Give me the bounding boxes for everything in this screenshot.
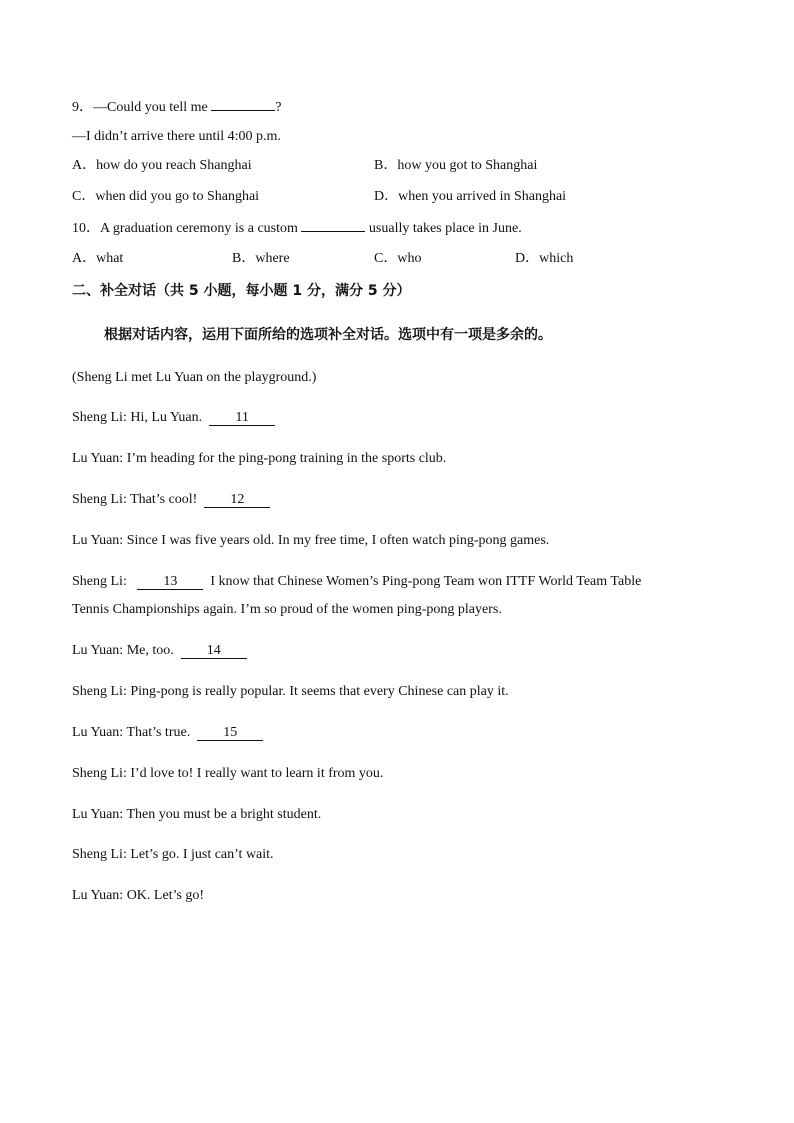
question-10-option-c: C．who xyxy=(374,251,422,266)
section-2-title: 二、补全对话（共 5 小题，每小题 1 分，满分 5 分） xyxy=(72,283,411,299)
question-9-stem xyxy=(72,98,281,117)
question-10-stem xyxy=(72,219,522,238)
dialogue-line-6 xyxy=(72,642,247,660)
dialogue-line-12: Lu Yuan: OK. Let’s go! xyxy=(72,888,205,903)
dialogue-line-5-speaker: Sheng Li: xyxy=(72,574,127,589)
section-2-instruction: 根据对话内容，运用下面所给的选项补全对话。选项中有一项是多余的。 xyxy=(104,327,552,343)
question-9-blank xyxy=(211,98,275,111)
dialogue-line-9: Sheng Li: I’d love to! I really want to learn it from you. xyxy=(72,766,384,781)
dialogue-line-1 xyxy=(72,409,275,427)
question-9-stem-text: 9．—Could you tell me xyxy=(72,100,208,115)
dialogue-line-5-continued: Tennis Championships again. I’m so proud of the women ping-pong players. xyxy=(72,602,502,617)
dialogue-line-3-text: Sheng Li: That’s cool! xyxy=(72,492,198,507)
dialogue-line-2: Lu Yuan: I’m heading for the ping-pong training in the sports club. xyxy=(72,451,447,466)
question-9-option-b: B．how you got to Shanghai xyxy=(374,158,538,173)
question-10-blank xyxy=(301,219,365,232)
dialogue-scene: (Sheng Li met Lu Yuan on the playground.) xyxy=(72,370,317,385)
dialogue-line-4: Lu Yuan: Since I was five years old. In my free time, I often watch ping-pong games. xyxy=(72,533,550,548)
blank-13: 13 xyxy=(137,574,203,590)
dialogue-line-10: Lu Yuan: Then you must be a bright student. xyxy=(72,807,322,822)
dialogue-line-3 xyxy=(72,491,270,509)
dialogue-line-11: Sheng Li: Let’s go. I just can’t wait. xyxy=(72,847,274,862)
dialogue-line-5 xyxy=(72,573,641,591)
dialogue-line-8-text: Lu Yuan: That’s true. xyxy=(72,725,191,740)
dialogue-line-1-text: Sheng Li: Hi, Lu Yuan. xyxy=(72,410,203,425)
dialogue-line-7: Sheng Li: Ping-pong is really popular. It seems that every Chinese can play it. xyxy=(72,684,509,699)
question-10-option-a: A．what xyxy=(72,251,124,266)
blank-12: 12 xyxy=(204,492,270,508)
question-10-option-d: D．which xyxy=(515,251,574,266)
question-10-option-b: B．where xyxy=(232,251,290,266)
blank-11: 11 xyxy=(209,410,275,426)
question-9-option-c: C．when did you go to Shanghai xyxy=(72,189,260,204)
blank-14: 14 xyxy=(181,643,247,659)
question-9-option-d: D．when you arrived in Shanghai xyxy=(374,189,567,204)
question-9-stem-end: ? xyxy=(275,100,282,115)
dialogue-line-5-text: I know that Chinese Women’s Ping-pong Team won ITTF World Team Table xyxy=(210,574,642,589)
question-10-stem-end: usually takes place in June. xyxy=(368,221,522,236)
dialogue-line-6-text: Lu Yuan: Me, too. xyxy=(72,643,174,658)
blank-15: 15 xyxy=(197,725,263,741)
question-9-reply: —I didn’t arrive there until 4:00 p.m. xyxy=(72,129,281,144)
question-10-stem-text: 10．A graduation ceremony is a custom xyxy=(72,221,298,236)
question-9-option-a: A．how do you reach Shanghai xyxy=(72,158,252,173)
dialogue-line-8 xyxy=(72,724,263,742)
